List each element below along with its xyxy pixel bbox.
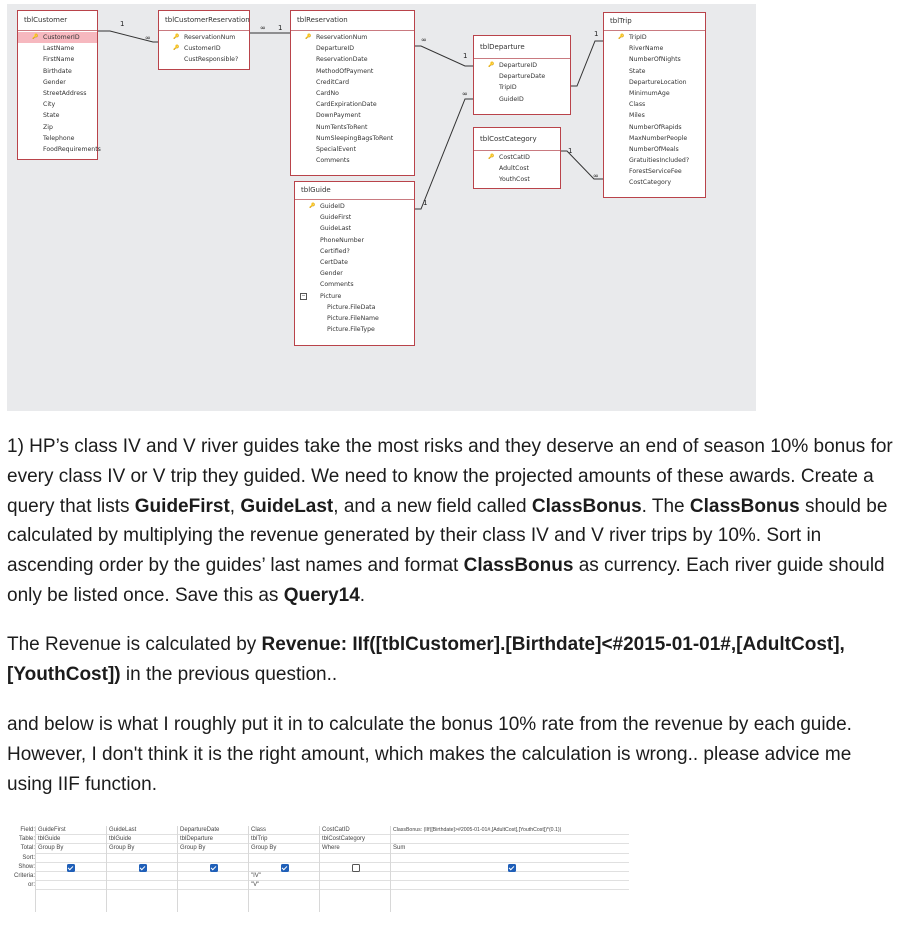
bold-span: Revenue: IIf([tblCustomer].[Birthdate]<#2015-01-01#,[AdultCost], xyxy=(261,634,845,655)
rel-one: 1 xyxy=(463,52,468,60)
table-tblTrip[interactable] xyxy=(603,12,706,198)
field-item[interactable]: Telephone xyxy=(43,134,75,142)
or-cell[interactable]: "V" xyxy=(249,881,319,890)
field-item[interactable]: GuideID xyxy=(499,95,524,103)
criteria-cell[interactable] xyxy=(107,872,177,881)
field-item[interactable]: CardNo xyxy=(316,89,339,97)
text-line: every class IV or V trip they guided. We need to know the projected amounts of these awards. Create a xyxy=(7,465,874,487)
field-item[interactable]: Gender xyxy=(43,78,66,86)
text-span: in the previous question.. xyxy=(120,663,338,685)
field-label: Picture xyxy=(320,292,342,300)
text-span: . xyxy=(359,584,366,606)
field-cell[interactable]: ClassBonus: (IIf([Birthdate]>#2005-01-01#,[AdultCost],[YouthCost])*(0.1)) xyxy=(391,826,629,835)
field-cell[interactable]: CostCatID xyxy=(320,826,390,835)
rel-line-trip xyxy=(571,41,603,86)
field-item[interactable]: 🔑 CustomerID xyxy=(18,32,97,43)
field-item[interactable]: Picture.FileType xyxy=(327,326,375,334)
field-item[interactable]: State xyxy=(43,112,60,120)
field-item[interactable]: AdultCost xyxy=(499,165,529,173)
table-title[interactable]: tblCustomerReservation xyxy=(159,11,249,31)
criteria-cell[interactable] xyxy=(178,872,248,881)
field-item[interactable]: DepartureID xyxy=(316,45,354,53)
table-cell[interactable]: tblGuide xyxy=(107,835,177,844)
rel-one: 1 xyxy=(568,147,573,155)
field-item[interactable]: RiverName xyxy=(629,45,664,53)
bold-span: ClassBonus xyxy=(689,495,800,517)
row-label-table: Table: xyxy=(18,836,35,843)
field-cell[interactable]: GuideFirst xyxy=(36,826,106,835)
field-item[interactable]: 🔑 TripID xyxy=(604,32,705,43)
field-item[interactable]: GuideFirst xyxy=(320,214,352,222)
field-item[interactable]: 🔑 GuideID xyxy=(295,201,414,212)
show-checkbox[interactable] xyxy=(210,864,218,872)
field-item[interactable]: NumSleepingBagsToRent xyxy=(316,134,394,142)
field-item[interactable]: Gender xyxy=(320,270,343,278)
table-tblDeparture[interactable] xyxy=(473,35,571,115)
question-paragraph-1 xyxy=(7,432,919,611)
text-line xyxy=(7,581,919,611)
bold-span: [YouthCost]) xyxy=(7,663,121,685)
field-item[interactable]: MaxNumberPeople xyxy=(629,134,688,142)
text-line xyxy=(7,660,919,690)
field-item[interactable]: PhoneNumber xyxy=(320,236,365,244)
criteria-cell[interactable] xyxy=(391,872,629,881)
qbe-column-classbonus[interactable] xyxy=(391,826,629,890)
rel-one: 1 xyxy=(278,24,283,32)
bold-span: Query14 xyxy=(283,584,360,606)
field-item[interactable]: NumTentsToRent xyxy=(316,123,368,131)
row-label-show: Show: xyxy=(18,863,35,870)
qbe-column-guidelast[interactable] xyxy=(107,826,177,890)
collapse-icon[interactable]: − xyxy=(301,292,306,299)
field-item[interactable]: Birthdate xyxy=(43,67,72,75)
table-tblCustomer[interactable] xyxy=(17,10,101,160)
table-title[interactable]: tblDeparture xyxy=(474,36,570,59)
qbe-column-class[interactable] xyxy=(249,826,319,890)
qbe-row-labels xyxy=(7,826,35,890)
show-checkbox[interactable] xyxy=(139,864,147,872)
text-span: as currency. Each river guide should xyxy=(573,555,885,577)
field-item[interactable]: SpecialEvent xyxy=(316,145,357,153)
text-span: ascending order by the guides’ last names and format xyxy=(7,555,464,577)
text-line xyxy=(7,630,919,660)
field-item[interactable]: 🔑 CustomerID xyxy=(159,43,249,54)
qbe-column-departuredate[interactable] xyxy=(178,826,248,890)
text-line: calculated by multiplying the revenue generated by their class IV and V river trips by 10%. Sort in xyxy=(7,525,822,547)
or-cell[interactable] xyxy=(178,881,248,890)
field-item[interactable] xyxy=(295,291,414,302)
rel-many: ∞ xyxy=(260,24,266,32)
bold-span: GuideFirst xyxy=(134,495,230,517)
field-item[interactable]: MinimumAge xyxy=(629,89,670,97)
text-line xyxy=(7,551,919,581)
text-span: should be xyxy=(799,495,888,517)
field-item[interactable]: Comments xyxy=(320,281,354,289)
field-item[interactable]: 🔑 CostCatID xyxy=(474,152,560,163)
table-cell[interactable]: tblTrip xyxy=(249,835,319,844)
rel-one: 1 xyxy=(423,199,428,207)
table-tblGuide[interactable] xyxy=(294,181,415,346)
field-item[interactable]: FoodRequirements xyxy=(43,145,101,153)
sort-cell[interactable] xyxy=(249,854,319,863)
row-label-field: Field: xyxy=(20,827,35,833)
field-item[interactable]: Miles xyxy=(629,112,645,120)
row-label-total: Total: xyxy=(20,845,35,852)
query-design-grid xyxy=(7,822,631,914)
sort-cell[interactable] xyxy=(391,854,629,863)
qbe-column-costcatid[interactable] xyxy=(320,826,390,890)
field-item[interactable]: NumberOfRapids xyxy=(629,123,682,131)
table-tblCostCategory[interactable] xyxy=(473,127,561,189)
show-cell xyxy=(36,863,106,872)
table-cell[interactable]: tblDeparture xyxy=(178,835,248,844)
field-item[interactable]: State xyxy=(629,67,646,75)
field-item[interactable]: 🔑 ReservationNum xyxy=(291,32,414,43)
rel-many: ∞ xyxy=(462,90,468,98)
rel-one: 1 xyxy=(120,20,125,28)
table-title[interactable]: tblGuide xyxy=(295,182,414,200)
qbe-column-guidefirst[interactable] xyxy=(36,826,106,890)
text-line xyxy=(7,492,919,522)
text-span: , and a new field called xyxy=(333,495,532,517)
sort-cell[interactable] xyxy=(320,854,390,863)
field-item[interactable]: CardExpirationDate xyxy=(316,101,377,109)
field-item[interactable]: LastName xyxy=(43,45,75,53)
sort-cell[interactable] xyxy=(107,854,177,863)
question-paragraph-2 xyxy=(7,630,919,690)
rel-line-guide xyxy=(415,99,473,209)
field-item[interactable]: NumberOfMeals xyxy=(629,145,679,153)
field-cell[interactable]: Class xyxy=(249,826,319,835)
field-cell[interactable]: GuideLast xyxy=(107,826,177,835)
show-checkbox[interactable] xyxy=(508,864,516,872)
criteria-cell[interactable] xyxy=(320,872,390,881)
show-cell xyxy=(391,863,629,872)
field-item[interactable]: TripID xyxy=(499,84,517,92)
field-item[interactable]: Picture.FileName xyxy=(327,314,379,322)
field-item[interactable]: 🔑 ReservationNum xyxy=(159,32,249,43)
table-title[interactable]: tblCustomer xyxy=(18,11,97,31)
row-label-sort: Sort: xyxy=(22,854,35,861)
text-span: The Revenue is calculated by xyxy=(7,634,262,655)
text-span: query that lists xyxy=(7,495,135,517)
show-cell xyxy=(249,863,319,872)
sort-cell[interactable] xyxy=(178,854,248,863)
field-item[interactable]: StreetAddress xyxy=(43,89,87,97)
field-item[interactable]: GuideLast xyxy=(320,225,352,233)
field-item[interactable]: CertDate xyxy=(320,258,348,266)
table-title[interactable]: tblReservation xyxy=(291,11,414,31)
field-item[interactable]: CostCategory xyxy=(629,179,672,187)
field-item[interactable]: Zip xyxy=(43,123,53,131)
relationships-diagram xyxy=(7,4,756,411)
sort-cell[interactable] xyxy=(36,854,106,863)
total-cell[interactable]: Group By xyxy=(107,844,177,853)
field-item[interactable]: NumberOfNights xyxy=(629,56,681,64)
field-item[interactable]: GratuitiesIncluded? xyxy=(629,157,690,165)
criteria-cell[interactable] xyxy=(36,872,106,881)
total-cell[interactable]: Group By xyxy=(178,844,248,853)
field-item[interactable]: 🔑 DepartureID xyxy=(474,60,570,71)
field-item[interactable]: ForestServiceFee xyxy=(629,168,682,176)
or-cell[interactable] xyxy=(107,881,177,890)
field-item[interactable]: DepartureDate xyxy=(499,73,546,81)
text-span: only be listed once. Save this as xyxy=(7,584,284,606)
show-cell xyxy=(178,863,248,872)
field-item[interactable]: ReservationDate xyxy=(316,56,368,64)
show-checkbox[interactable] xyxy=(281,864,289,872)
table-cell[interactable]: tblGuide xyxy=(36,835,106,844)
row-label-criteria: Criteria: xyxy=(13,872,35,879)
bold-span: GuideLast xyxy=(240,495,334,517)
text-span: , xyxy=(229,495,241,517)
or-cell[interactable] xyxy=(36,881,106,890)
text-span: . The xyxy=(641,495,690,517)
field-item[interactable]: Class xyxy=(629,101,646,109)
table-title[interactable]: tblCostCategory xyxy=(474,128,560,151)
rel-many: ∞ xyxy=(421,36,427,44)
field-item[interactable]: City xyxy=(43,101,56,109)
total-cell[interactable]: Group By xyxy=(36,844,106,853)
text-line: 1) HP’s class IV and V river guides take the most risks and they deserve an end of season 10% bonus for xyxy=(7,436,893,457)
field-cell[interactable]: DepartureDate xyxy=(178,826,248,835)
or-cell[interactable] xyxy=(391,881,629,890)
rel-many: ∞ xyxy=(593,172,599,180)
field-item[interactable]: MethodOfPayment xyxy=(316,67,374,75)
field-item[interactable]: DepartureLocation xyxy=(629,78,687,86)
total-cell[interactable]: Sum xyxy=(391,844,629,853)
row-label-or: or: xyxy=(27,882,35,889)
table-cell[interactable] xyxy=(391,835,629,844)
table-title[interactable]: tblTrip xyxy=(604,13,705,31)
show-checkbox[interactable] xyxy=(352,864,360,872)
field-item[interactable]: Certified? xyxy=(320,247,350,255)
field-item[interactable]: CustResponsible? xyxy=(184,56,239,64)
show-cell xyxy=(320,863,390,872)
rel-one: 1 xyxy=(594,30,599,38)
field-item[interactable]: CreditCard xyxy=(316,78,350,86)
bold-span: ClassBonus xyxy=(463,555,574,577)
field-item[interactable]: DownPayment xyxy=(316,112,361,120)
question-paragraph-3 xyxy=(7,710,919,799)
show-cell xyxy=(107,863,177,872)
field-item[interactable]: Comments xyxy=(316,157,350,165)
criteria-cell[interactable]: "IV" xyxy=(249,872,319,881)
show-checkbox[interactable] xyxy=(67,864,75,872)
bold-span: ClassBonus xyxy=(531,495,642,517)
table-tblReservation[interactable] xyxy=(290,10,415,176)
text-line: and below is what I roughly put it in to calculate the bonus 10% rate from the revenue by each guide. xyxy=(7,714,852,735)
rel-many: ∞ xyxy=(145,34,151,42)
or-cell[interactable] xyxy=(320,881,390,890)
field-item[interactable]: YouthCost xyxy=(499,176,530,184)
field-item[interactable]: FirstName xyxy=(43,56,75,64)
total-cell[interactable]: Group By xyxy=(249,844,319,853)
total-cell[interactable]: Where xyxy=(320,844,390,853)
field-item[interactable]: Picture.FileData xyxy=(327,303,376,311)
table-tblCustomerReservation[interactable] xyxy=(158,10,250,70)
table-cell[interactable]: tblCostCategory xyxy=(320,835,390,844)
text-line: However, I don't think it is the right amount, which makes the calculation is wrong.. please advice me xyxy=(7,743,852,765)
text-line: using IIF function. xyxy=(7,773,157,795)
